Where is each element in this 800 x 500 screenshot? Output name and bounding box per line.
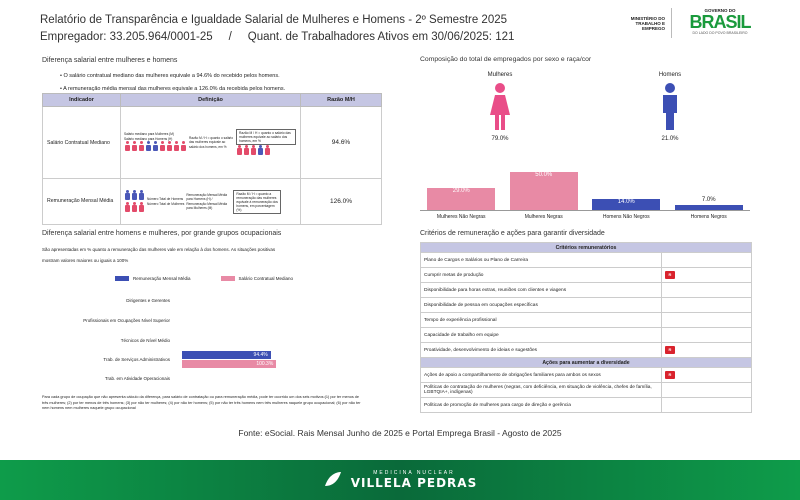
woman-icon [125, 141, 131, 151]
definition-cell [121, 107, 301, 179]
bar-category-label: Homens Negros [690, 214, 727, 220]
woman-icon [160, 141, 166, 151]
occ-label: Técnicos de Nível Médio [120, 338, 170, 343]
woman-icon [487, 82, 513, 132]
bar-value-label: 50.0% [535, 172, 553, 178]
check-icon: R [665, 346, 675, 354]
note-line-1: São apresentadas em % quanto a remuneração das mulheres vale em relação à dos homens. As situações positivas [42, 247, 276, 252]
indicator-table [42, 93, 382, 225]
criteria-title: Critérios de remuneração e ações para garantir diversidade [420, 230, 605, 237]
gov-brasil-text [680, 13, 760, 31]
def-note: Razão M / H = quanto a remuneração das mulheres equivale à remuneração dos homens, em porcentagem (%) [233, 190, 281, 214]
gov-logos [622, 8, 760, 42]
legend-rem [115, 276, 191, 281]
section2-title: Diferença salarial entre homens e mulheres, por grande grupos ocupacionais [42, 230, 282, 237]
bar-value-label: 14.0% [617, 199, 635, 206]
crit-icon-cell [662, 268, 752, 283]
crit-text: Cumprir metas de produção [421, 268, 662, 283]
table-row [421, 298, 752, 313]
brand-small: MEDICINA NUCLEAR [373, 470, 455, 476]
occ-label: Dirigentes e Gerentes [126, 298, 170, 303]
footer-banner [0, 460, 800, 500]
composition-title: Composição do total de empregados por sexo e raça/cor [420, 56, 592, 63]
note-line-2: mostram valores maiores ou iguais a 100% [42, 258, 129, 263]
crit-text: Disponibilidade de pessoa em ocupações específicas [421, 298, 662, 313]
brand-big: VILLELA PEDRAS [350, 476, 478, 490]
crit-text: Plano de Cargos e Salários ou Plano de Carreira [421, 253, 662, 268]
occ-label: Trab. em Atividade Operacionais [104, 376, 170, 381]
legend-sal-label: Salário Contratual Mediano [238, 276, 294, 281]
bar-category-label: Homens Não Negros [602, 214, 650, 220]
man-icon [657, 82, 683, 132]
table-row [421, 283, 752, 298]
woman-icon [132, 202, 138, 212]
crit-icon-cell [662, 398, 752, 413]
def-men-total: Número Total de Homens [147, 197, 184, 201]
occ-bar-sal: 100.3% [182, 360, 276, 368]
woman-icon [132, 141, 138, 151]
bar-value-label: 7.0% [701, 196, 716, 203]
table-row [421, 268, 752, 283]
table-row [421, 398, 752, 413]
col-indicator: Indicador [43, 94, 121, 107]
crit-text: Capacidade de trabalho em equipe [421, 328, 662, 343]
report-title: Relatório de Transparência e Igualdade Salarial de Mulheres e Homens - 2º Semestre 2025 [40, 14, 508, 26]
section1-title: Diferença salarial entre mulheres e homens [42, 57, 178, 64]
crit-text: Proatividade, desenvolvimento de ideias e sugestões [421, 343, 662, 358]
crit-text: Políticas de contratação de mulheres (negras, com deficiência, em situação de violência, chefes de família, LGBTQIA+, indígenas) [421, 383, 662, 398]
crit-text: Disponibilidade para horas extras, reuniões com clientes e viagens [421, 283, 662, 298]
x-axis [420, 210, 750, 211]
crit-icon-cell [662, 383, 752, 398]
woman-icon [125, 202, 131, 212]
table-row [421, 313, 752, 328]
ratio-cell: 126.0% [301, 179, 382, 225]
gov-brasil-logo [680, 8, 760, 42]
check-icon: R [665, 371, 675, 379]
crit-text: Ações de apoio a compartilhamento de obrigações familiares para ambos os sexos [421, 368, 662, 383]
crit-text: Tempo de experiência profissional [421, 313, 662, 328]
table-row [421, 328, 752, 343]
crit-text: Políticas de promoção de mulheres para cargo de direção e gerência [421, 398, 662, 413]
employer-line: Empregador: 33.205.964/0001-25 / Quant. de Trabalhadores Ativos em 30/06/2025: 121 [40, 31, 515, 43]
woman-icon [167, 141, 173, 151]
women-label: Mulheres [487, 72, 513, 78]
woman-icon [251, 145, 257, 155]
women-figure [480, 72, 520, 142]
table-row [421, 253, 752, 268]
crit-icon-cell [662, 343, 752, 358]
table-row [43, 107, 382, 179]
legend-swatch [115, 276, 129, 281]
crit-icon-cell [662, 313, 752, 328]
table-row [43, 179, 382, 225]
men-label: Homens [658, 72, 682, 78]
legend-swatch [221, 276, 235, 281]
men-figure [650, 72, 690, 142]
gov-sub-text: DO LADO DO POVO BRASILEIRO [692, 31, 748, 35]
woman-icon [265, 145, 271, 155]
definition-cell [121, 179, 301, 225]
woman-icon [244, 145, 250, 155]
def-men: Salário mediano para Homens (H) [124, 136, 173, 141]
criteria-header-2: Ações para aumentar a diversidade [421, 358, 752, 368]
check-icon: R [665, 271, 675, 279]
indicator-cell: Salário Contratual Mediano [43, 107, 121, 179]
brand-logo [351, 470, 477, 490]
men-pct: 21.0% [661, 136, 679, 142]
chart-legend [115, 276, 293, 281]
women-pct: 79.0% [491, 136, 509, 142]
bar-category-label: Mulheres Não Negras [436, 214, 486, 220]
occ-label: Profissionais em Ocupações Nível Superior [83, 318, 170, 323]
crit-icon-cell [662, 368, 752, 383]
woman-icon [181, 141, 187, 151]
crit-icon-cell [662, 283, 752, 298]
bar-3 [675, 196, 743, 210]
def-women-total: Número Total de Mulheres [147, 201, 185, 206]
footnote: Para cada grupo de ocupação que não apresenta cálculo da diferença, para salário de contratação ou para remuneração média, pode ter ocorrido um dos seis motivos:(1) por ter menos de três mulheres; (2) por ter menos de três homens; (3) por não ter mulheres; (4) por não ter homens; (5) por não ter três homens nem três mulheres naquele grupo ocupacional; (6) por não ter nem homens nem mulheres naquele grupo ocupacional [42, 395, 361, 410]
crit-icon-cell [662, 253, 752, 268]
def-eq: Razão M / H = quanto o salário das mulheres equivale ao salário dos homens, em % [189, 135, 234, 149]
bar-category-label: Mulheres Negras [524, 214, 563, 220]
leaf-logo-icon [323, 470, 343, 490]
bar-1 [510, 172, 578, 210]
bullet-1: • O salário contratual mediano das mulheres equivale a 94.6% do recebido pelos homens. [60, 70, 285, 83]
def-note: Razão M / H = quanto o salário das mulheres equivale ao salário dos homens, em % [236, 129, 296, 145]
bar-2 [592, 199, 660, 210]
crit-icon-cell [662, 328, 752, 343]
table-row [421, 368, 752, 383]
crit-icon-cell [662, 298, 752, 313]
race-bar-chart [420, 170, 750, 230]
woman-icon [139, 141, 145, 151]
criteria-header-1: Critérios remuneratórios [421, 243, 752, 253]
legend-sal [221, 276, 294, 281]
occ-bar-rem: 94.4% [182, 351, 271, 359]
man-icon [132, 190, 138, 200]
man-icon [125, 190, 131, 200]
report-header [40, 12, 514, 46]
def-eq: Remuneração Mensal Média para Homens (H) / Remuneração Mensal Média para Mulheres (M) [186, 192, 228, 210]
man-icon [146, 141, 152, 151]
bar-value-label: 29.0% [452, 187, 470, 194]
indicator-cell: Remuneração Mensal Média [43, 179, 121, 225]
gov-top-text: GOVERNO DO [704, 8, 736, 13]
woman-icon [237, 145, 243, 155]
col-ratio: Razão M/H [301, 94, 382, 107]
occ-label: Trab. de Serviços Administrativos [103, 357, 170, 362]
col-definition: Definição [121, 94, 301, 107]
man-icon [139, 190, 145, 200]
criteria-table [420, 242, 752, 413]
man-icon [153, 141, 159, 151]
source-note: Fonte: eSocial. Rais Mensal Junho de 2025 e Portal Emprega Brasil - Agosto de 2025 [238, 428, 562, 438]
woman-icon [174, 141, 180, 151]
bar-0 [427, 188, 495, 210]
ratio-cell: 94.6% [301, 107, 382, 179]
woman-icon [139, 202, 145, 212]
man-icon [258, 145, 264, 155]
table-row [421, 343, 752, 358]
table-row [421, 383, 752, 398]
ministry-logo: MINISTÉRIO DO TRABALHO E EMPREGO [622, 8, 672, 38]
bullet-2: • A remuneração média mensal das mulheres equivale a 126.0% da recebida pelos homens. [60, 83, 285, 96]
section2-note [42, 244, 342, 266]
brasil-word: BRASIL [689, 12, 751, 32]
def-women: Salário mediano para Mulheres (M) [124, 132, 174, 136]
legend-rem-label: Remuneração Mensal Média [133, 276, 191, 281]
